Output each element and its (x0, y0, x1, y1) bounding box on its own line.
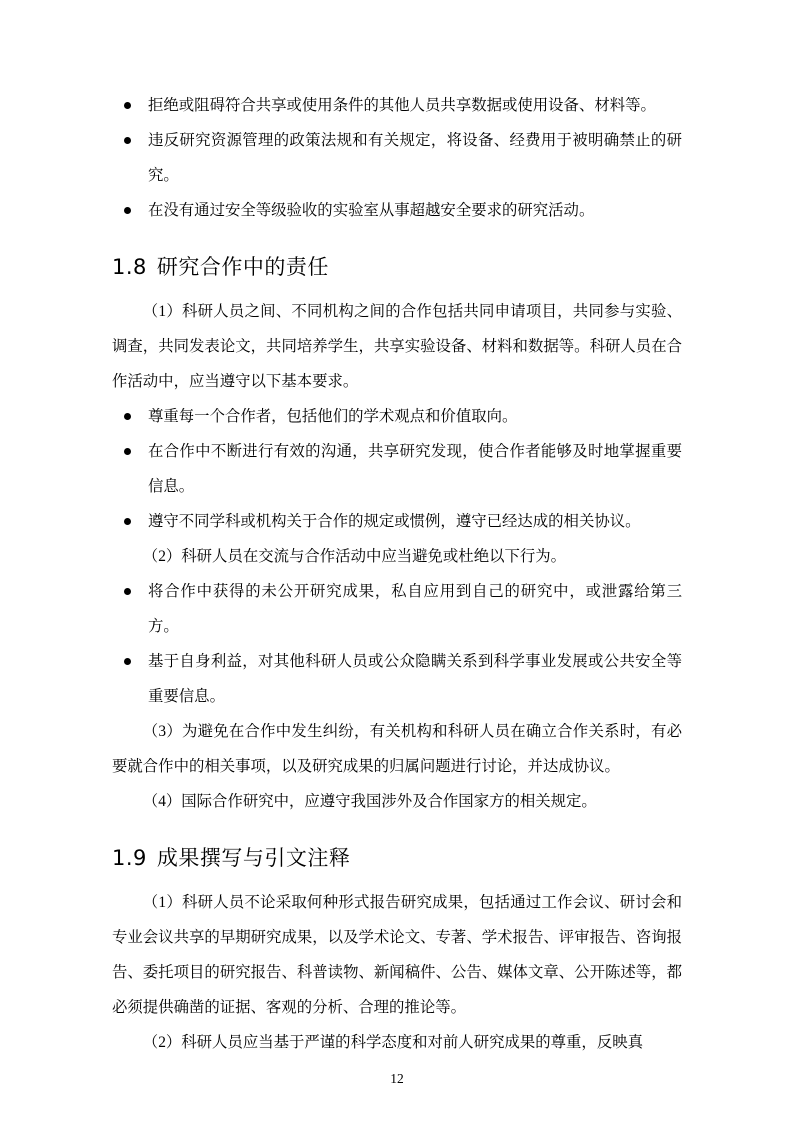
section-title: 成果撰写与引文注释 (156, 846, 351, 870)
section-heading-1-9 (112, 841, 682, 875)
page-number: 12 (390, 1071, 404, 1086)
bullet-list-collaboration-requirements (112, 399, 682, 539)
paragraph-3: （3）为避免在合作中发生纠纷，有关机构和科研人员在确立合作关系时，有必要就合作中的相关事项，以及研究成果的归属问题进行讨论，并达成协议。 (112, 723, 682, 775)
list-item: 在没有通过安全等级验收的实验室从事超越安全要求的研究活动。 (112, 193, 682, 228)
paragraph-4: （4）国际合作研究中，应遵守我国涉外及合作国家方的相关规定。 (142, 793, 597, 810)
section-heading-1-8 (112, 250, 682, 284)
bullet-list-resource-violations (112, 88, 682, 228)
list-item: 遵守不同学科或机构关于合作的规定或惯例，遵守已经达成的相关协议。 (112, 504, 682, 539)
list-item: 将合作中获得的未公开研究成果，私自应用到自己的研究中，或泄露给第三方。 (112, 574, 682, 644)
list-item: 违反研究资源管理的政策法规和有关规定，将设备、经费用于被明确禁止的研究。 (112, 123, 682, 193)
section-number: 1.8 (112, 255, 147, 279)
paragraph-5: （1）科研人员不论采取何种形式报告研究成果，包括通过工作会议、研讨会和专业会议共享的早期研究成果，以及学术论文、专著、学术报告、评审报告、咨询报告、委托项目的研究报告、科普读物、新闻稿件、公告、媒体文章、公开陈述等，都必须提供确凿的证据、客观的分析、合理的推论等。 (112, 894, 682, 1016)
section-number: 1.9 (112, 846, 147, 870)
paragraph-6: （2）科研人员应当基于严谨的科学态度和对前人研究成果的尊重，反映真 (142, 1034, 643, 1051)
list-item: 拒绝或阻碍符合共享或使用条件的其他人员共享数据或使用设备、材料等。 (112, 88, 682, 123)
list-item: 在合作中不断进行有效的沟通，共享研究发现，使合作者能够及时地掌握重要信息。 (112, 434, 682, 504)
paragraph-1: （1）科研人员之间、不同机构之间的合作包括共同申请项目，共同参与实验、调查，共同发表论文，共同培养学生，共享实验设备、材料和数据等。科研人员在合作活动中，应当遵守以下基本要求。 (112, 303, 682, 390)
document-content (112, 88, 682, 1060)
list-item: 基于自身利益，对其他科研人员或公众隐瞒关系到科学事业发展或公共安全等重要信息。 (112, 644, 682, 714)
bullet-list-prohibited-behaviors (112, 574, 682, 714)
list-item: 尊重每一个合作者，包括他们的学术观点和价值取向。 (112, 399, 682, 434)
section-title: 研究合作中的责任 (156, 255, 329, 279)
paragraph-2: （2）科研人员在交流与合作活动中应当避免或杜绝以下行为。 (142, 548, 567, 565)
